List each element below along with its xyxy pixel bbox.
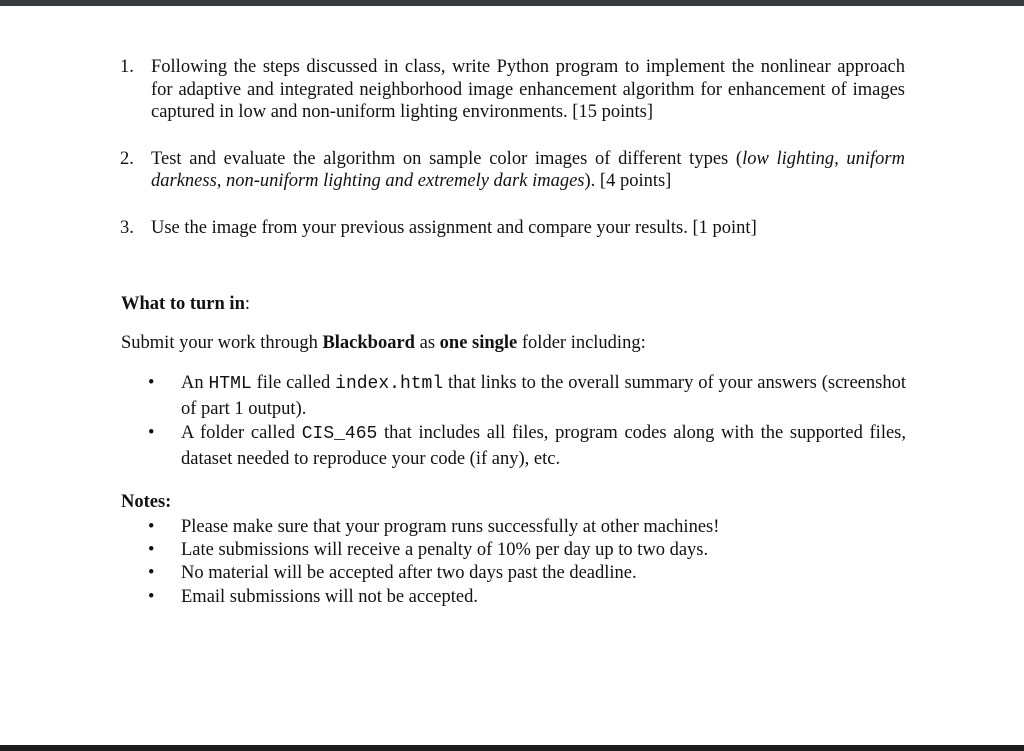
item-text: An <box>181 373 209 393</box>
list-item <box>121 421 906 471</box>
intro-one-single: one single <box>439 333 518 353</box>
question-text: Test and evaluate the algorithm on sample color images of different types ( <box>151 148 743 169</box>
intro-text-2: as <box>414 333 440 353</box>
item-text: that links to the overall summary of your answers (screenshot of part 1 output). <box>181 373 906 419</box>
note-text: Late submissions will receive a penalty of 10% per day up to two days. <box>181 540 709 561</box>
intro-text: Submit your work through <box>121 333 323 353</box>
question-text: Use the image from your previous assignment and compare your results. [1 point] <box>151 217 757 238</box>
question-number: 3. <box>120 217 134 238</box>
question-number: 2. <box>120 148 134 169</box>
intro-blackboard: Blackboard <box>322 333 415 353</box>
intro-text-3: folder including: <box>517 333 646 353</box>
item-text: that includes all files, program codes along with the supported files, dataset needed to reproduce your code (if any), etc. <box>181 423 906 469</box>
question-number: 1. <box>120 57 134 77</box>
bullet-icon: • <box>148 540 155 561</box>
bullet-icon: • <box>148 563 155 584</box>
question-1 <box>120 56 905 124</box>
bullet-icon: • <box>148 517 155 537</box>
code-html: HTML <box>208 374 252 394</box>
code-folder-name: CIS_465 <box>301 424 378 444</box>
list-item <box>121 516 906 539</box>
question-text-end: ). [4 points] <box>584 171 672 191</box>
turn-in-intro <box>121 333 646 354</box>
bullet-icon: • <box>148 586 155 607</box>
window-bottom-bar <box>0 745 1024 751</box>
list-item <box>121 586 906 609</box>
bullet-icon: • <box>148 373 155 393</box>
list-item <box>121 539 906 562</box>
list-item <box>121 562 906 585</box>
code-index-html: index.html <box>335 374 444 394</box>
turn-in-heading-bold: What to turn in <box>121 294 245 314</box>
turn-in-list <box>121 371 906 471</box>
document-page <box>0 6 1024 745</box>
question-text: Following the steps discussed in class, write Python program to implement the nonlinear approach for adaptive and integrated neighborhood image enhancement algorithm for enhancement of images captured in low and non-uniform lighting environments. [15 points] <box>151 57 905 122</box>
turn-in-heading <box>121 294 250 315</box>
note-text: Please make sure that your program runs successfully at other machines! <box>181 517 720 537</box>
note-text: Email submissions will not be accepted. <box>181 586 478 607</box>
question-text-italic: low lighting, uniform darkness, non-uniform lighting and extremely dark images <box>151 148 905 191</box>
note-text: No material will be accepted after two days past the deadline. <box>181 563 637 584</box>
turn-in-heading-colon: : <box>244 294 251 314</box>
bullet-icon: • <box>148 423 155 443</box>
question-2 <box>120 148 905 193</box>
item-text: A folder called <box>181 423 302 443</box>
question-list <box>120 56 905 239</box>
item-text: file called <box>251 373 336 393</box>
list-item <box>121 371 906 421</box>
question-3 <box>120 217 905 240</box>
notes-list <box>121 516 906 609</box>
notes-heading: Notes: <box>121 492 172 512</box>
